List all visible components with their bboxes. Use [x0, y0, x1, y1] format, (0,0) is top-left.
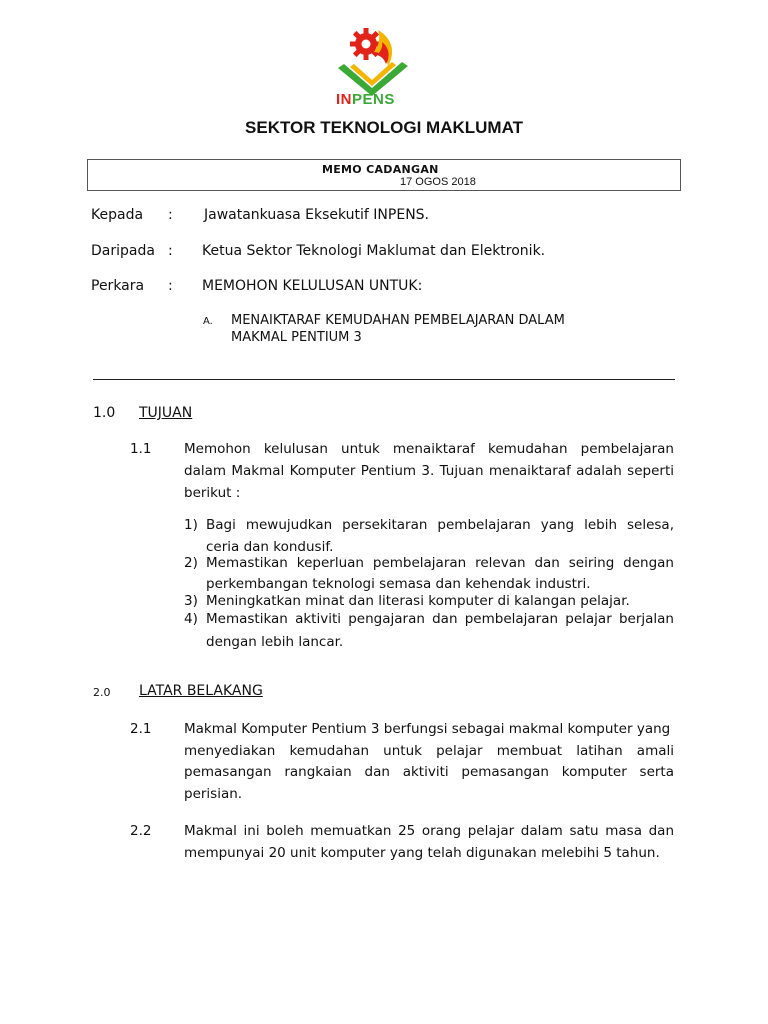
daripada-colon: :: [168, 243, 173, 259]
para-2-1-line3: pemasangan rangkaian dan aktiviti pemasangan komputer serta: [184, 764, 674, 780]
subject-item-line2: MAKMAL PENTIUM 3: [231, 330, 362, 345]
daripada-value: Ketua Sektor Teknologi Maklumat dan Elektronik.: [202, 243, 546, 259]
para-1-1-number: 1.1: [130, 441, 152, 457]
list-item-2-line1: Memastikan keperluan pembelajaran relevan dan seiring dengan: [206, 555, 674, 571]
daripada-label: Daripada: [91, 243, 155, 259]
list-item-4-number: 4): [184, 611, 198, 627]
para-2-1-line2: menyediakan kemudahan untuk pelajar membuat latihan amali: [184, 743, 674, 759]
subject-item-line1: MENAIKTARAF KEMUDAHAN PEMBELAJARAN DALAM: [231, 313, 565, 328]
para-2-2-number: 2.2: [130, 823, 152, 839]
sector-title: SEKTOR TEKNOLOGI MAKLUMAT: [245, 118, 523, 137]
para-2-2-line2: mempunyai 20 unit komputer yang telah digunakan melebihi 5 tahun.: [184, 845, 660, 861]
para-1-1-line3: berikut :: [184, 485, 241, 501]
logo-name-pens: PENS: [352, 91, 395, 108]
perkara-label: Perkara: [91, 278, 145, 294]
perkara-colon: :: [168, 278, 173, 294]
perkara-value: MEMOHON KELULUSAN UNTUK:: [202, 278, 423, 294]
list-item-4-line1: Memastikan aktiviti pengajaran dan pembelajaran pelajar berjalan: [206, 611, 674, 627]
logo-name-in: IN: [336, 91, 352, 108]
logo-wordmark: [336, 91, 395, 108]
kepada-label: Kepada: [91, 207, 144, 223]
list-item-2-number: 2): [184, 555, 198, 571]
section2-number: 2.0: [93, 686, 111, 699]
list-item-1-line1: Bagi mewujudkan persekitaran pembelajaran yang lebih selesa,: [206, 517, 674, 533]
list-item-3-line1: Meningkatkan minat dan literasi komputer di kalangan pelajar.: [206, 593, 630, 609]
gear-icon: [350, 28, 382, 60]
list-item-2-line2: perkembangan teknologi semasa dan kehendak industri.: [206, 576, 591, 592]
list-item-1-line2: ceria dan kondusif.: [206, 539, 334, 555]
list-item-3-number: 3): [184, 593, 198, 609]
para-2-1-line1: Makmal Komputer Pentium 3 berfungsi sebagai makmal komputer yang: [184, 721, 671, 737]
list-item-4-line2: dengan lebih lancar.: [206, 634, 344, 650]
subject-item-marker: A.: [203, 316, 213, 327]
section2-heading: LATAR BELAKANG: [139, 683, 263, 699]
kepada-value: Jawatankuasa Eksekutif INPENS.: [204, 207, 429, 223]
list-item-1-number: 1): [184, 517, 198, 533]
para-2-1-line4: perisian.: [184, 786, 243, 802]
section1-number: 1.0: [93, 405, 116, 421]
section1-heading: TUJUAN: [139, 405, 193, 421]
memo-date: 17 OGOS 2018: [400, 176, 476, 188]
para-2-2-line1: Makmal ini boleh memuatkan 25 orang pelajar dalam satu masa dan: [184, 823, 674, 839]
divider-line: [93, 379, 675, 380]
para-1-1-line2: dalam Makmal Komputer Pentium 3. Tujuan menaiktaraf adalah seperti: [184, 463, 674, 479]
para-1-1-line1: Memohon kelulusan untuk menaiktaraf kemudahan pembelajaran: [184, 441, 674, 457]
para-2-1-number: 2.1: [130, 721, 152, 737]
memo-title: MEMO CADANGAN: [322, 163, 439, 176]
kepada-colon: :: [168, 207, 173, 223]
